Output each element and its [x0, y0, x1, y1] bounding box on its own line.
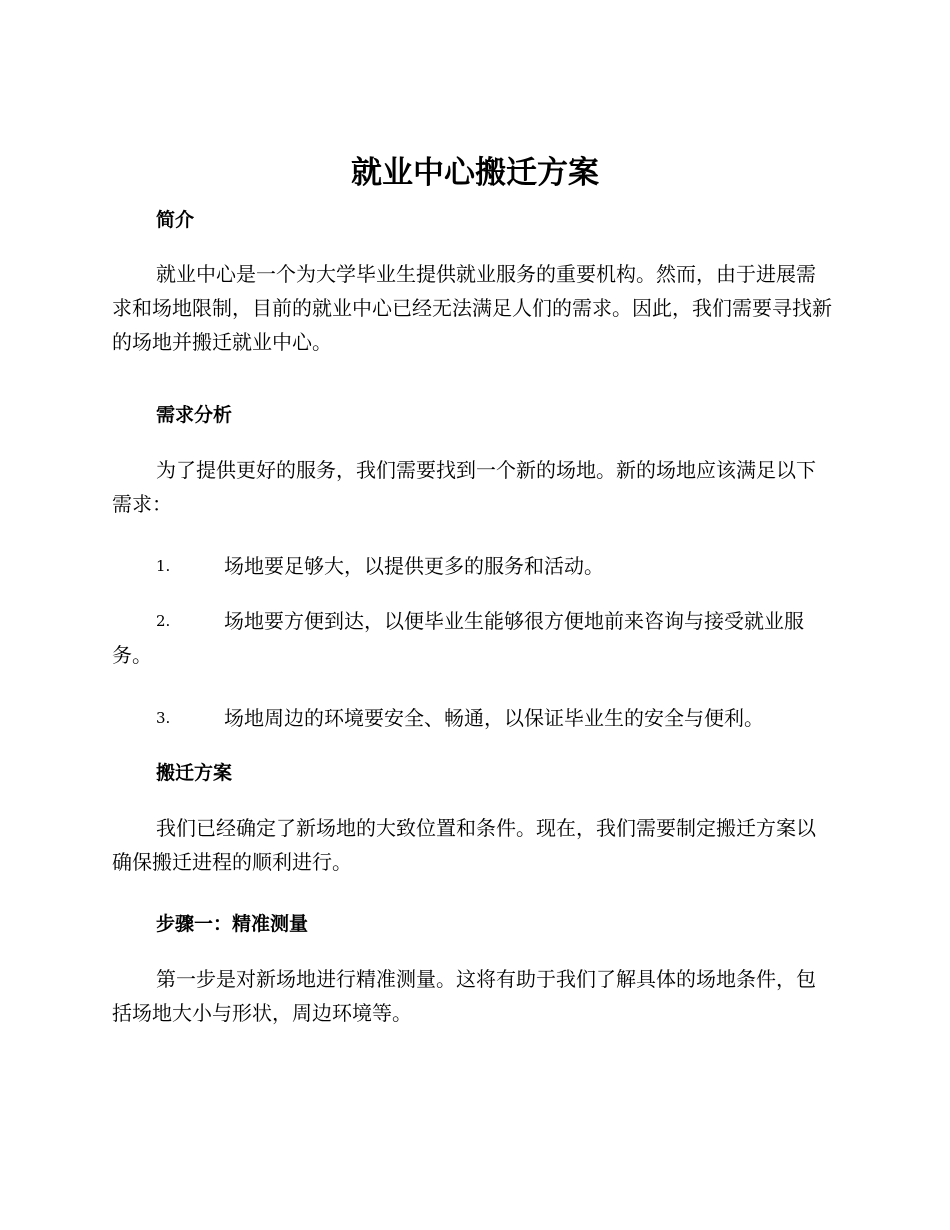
list-item-number: 2.: [156, 612, 171, 630]
list-item: [112, 604, 834, 672]
list-item: [112, 549, 834, 583]
section-heading-intro: 简介: [156, 209, 195, 231]
list-item-text: 场地要方便到达，以便毕业生能够很方便地前来咨询与接受就业服务。: [112, 609, 804, 667]
step1-paragraph: 第一步是对新场地进行精准测量。这将有助于我们了解具体的场地条件，包括场地大小与形状，周边环境等。: [112, 967, 816, 1025]
list-item-text: 场地周边的环境要安全、畅通，以保证毕业生的安全与便利。: [224, 706, 764, 730]
list-item: [112, 701, 834, 735]
list-item-number: 3.: [156, 709, 171, 727]
intro-paragraph: 就业中心是一个为大学毕业生提供就业服务的重要机构。然而，由于进展需求和场地限制，目前的就业中心已经无法满足人们的需求。因此，我们需要寻找新的场地并搬迁就业中心。: [112, 262, 832, 354]
document-title: 就业中心搬迁方案: [351, 155, 599, 191]
needs-paragraph: 为了提供更好的服务，我们需要找到一个新的场地。新的场地应该满足以下需求：: [112, 458, 816, 516]
list-item-text: 场地要足够大，以提供更多的服务和活动。: [224, 554, 604, 578]
section-heading-step1: 步骤一：精准测量: [156, 913, 309, 935]
section-heading-plan: 搬迁方案: [156, 762, 233, 784]
section-heading-needs: 需求分析: [156, 404, 233, 426]
plan-paragraph: 我们已经确定了新场地的大致位置和条件。现在，我们需要制定搬迁方案以确保搬迁进程的顺利进行。: [112, 816, 816, 874]
list-item-number: 1.: [156, 557, 171, 575]
